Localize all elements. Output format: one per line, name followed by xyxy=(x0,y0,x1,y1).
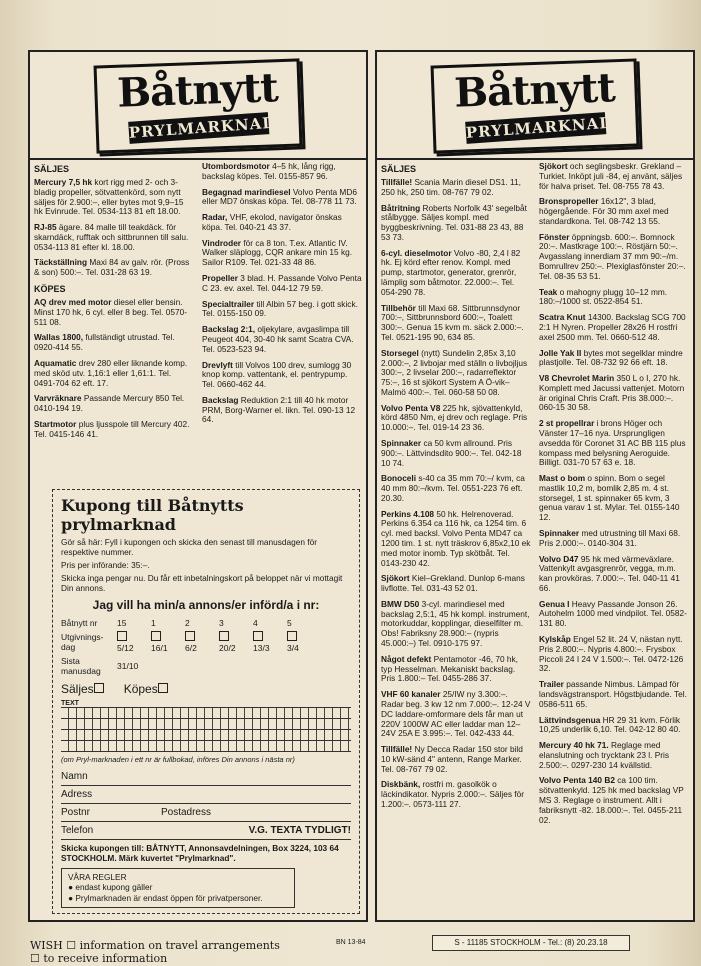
coupon-title: Kupong till Båtnytts prylmarknad xyxy=(61,496,244,534)
rule-item: ● endast kupong gäller xyxy=(68,882,153,893)
batnytt-logo xyxy=(431,58,640,153)
ad: Fönster öppningsb. 600:–. Bomnock 20:–. Mastkrage 100:–. Röstjärn 50:–. Avgasslang innerdiam 37 mm 90:–/m. Bomrullrev 250:–. Plexiglasfönster 20:–. Tel. 08-35 53 51. xyxy=(539,231,686,281)
deadline-label: Sista manusdag xyxy=(61,655,101,676)
issue-number: 4 xyxy=(253,617,258,628)
ad: Startmotor plus ljusspole till Mercury 402. Tel. 0415-146 41. xyxy=(34,418,190,439)
ad: Sjökort och seglingsbeskr. Grekland – Turkiet. Inköpt juli -84, ej använt, säljes för halva priset. Tel. 08-755 78 43. xyxy=(539,161,683,191)
ad: Sjökort Kiel–Grekland. Dunlop 6-mans livflotte. Tel. 031-43 52 01. xyxy=(381,573,525,594)
ad: Varvräknare Passande Mercury 850 Tel. 0410-194 19. xyxy=(34,393,185,414)
issue-number: 15 xyxy=(117,617,127,628)
issue-number: 1 xyxy=(151,617,156,628)
coupon-instructions: Gör så här: Fyll i kupongen och skicka den senast till manusdagen för respektive nummer. xyxy=(61,537,317,557)
buy-option[interactable]: Köpes xyxy=(124,682,168,696)
pubdate-label: Utgivnings-dag xyxy=(61,631,104,652)
logo-title: Båtnytt xyxy=(453,64,616,117)
right-ads xyxy=(381,162,689,831)
coupon-price: Pris per införande: 35:–. xyxy=(61,559,150,570)
issue-checkbox[interactable]: 13/3 xyxy=(253,631,287,653)
ad: Täckställning Maxi 84 av galv. rör. (Pross & son) 500:–. Tel. 031-28 63 19. xyxy=(34,257,190,278)
issue-checkbox[interactable]: 5/12 xyxy=(117,631,151,653)
right-ads-col1 xyxy=(381,162,531,831)
left-ads xyxy=(34,162,362,445)
ad: Begagnad marindiesel Volvo Penta MD6 eller MD7 önskas köpa. Tel. 08-778 11 73. xyxy=(202,186,357,207)
ad: V8 Chevrolet Marin 350 L o I, 270 hk. Komplett med Jacussi vattenjet. Motorn är original Chris Craft. Pris 38.000:–. 060-15 30 58. xyxy=(539,373,685,413)
ad: Backslag 2:1, oljekylare, avgaslimpa till Peugeot 404, 30-40 hk samt Scatra CVA. Tel. 0523-523 94. xyxy=(202,324,354,354)
ad: Volvo Penta 140 B2 ca 100 tim. sötvattenkyld. 125 hk med backslag VP MS 3. Reglage o instrument. Allt i fabriksnytt -82. 18.000:–. Tel. 0455-211 02. xyxy=(539,775,684,825)
ad: Teak o mahogny plugg 10–12 mm. 180:–/1000 st. 0522-854 51. xyxy=(539,286,668,307)
address-field[interactable]: Adress xyxy=(61,786,351,804)
coupon-question: Jag vill ha min/a annons/er införd/a i nr: xyxy=(92,597,320,612)
issue-checkbox[interactable]: 16/1 xyxy=(151,631,185,653)
rules-title: VÅRA REGLER xyxy=(68,871,127,882)
address-box: S - 11185 STOCKHOLM - Tel.: (8) 20.23.18 xyxy=(432,935,630,951)
section-heading: KÖPES xyxy=(34,284,66,295)
ad: Volvo Penta V8 225 hk, sjövattenkyld, körd 4850 Nm, ej drev och reglage. Pris 10.000:–. Tel. 019-14 23 36. xyxy=(381,402,528,433)
ad: Utombordsmotor 4–5 hk, lång rigg, backslag köpes. Tel. 0155-857 96. xyxy=(202,161,336,181)
ad: Båtritning Roberts Norfolk 43' segelbåt stålbygge. Säljes kompl. med byggbeskrivning. Tel. 031-88 23 43, 88 53 73. xyxy=(381,202,527,242)
ad: 2 st propellrar i brons Höger och Vänster 17–16 nya. Ursprungligen avsedda för Coronet 31 AC BB 115 plus kompass med belysning Aeroguide. Billigt. 031-70 57 63 e. 18. xyxy=(539,418,686,468)
ad: Specialtrailer till Albin 57 beg. i gott skick. Tel. 0155-150 09. xyxy=(202,298,358,319)
issue-label: Båtnytt nr xyxy=(61,617,98,628)
ad: Tillfälle! Scania Marin diesel DS1. 11, 250 hk, 250 tim. 08-767 79 02. xyxy=(381,177,521,197)
issue-checkbox[interactable]: 3/4 xyxy=(287,631,321,653)
ad: Spinnaker ca 50 kvm allround. Pris 900:–. Lättvindsdito 900:–. Tel. 042-18 10 74. xyxy=(381,437,522,468)
ad: AQ drev med motor diesel eller bensin. Minst 170 hk, 6 cyl. eller 8 beg. Tel. 0570-511 08. xyxy=(34,297,187,327)
ad: BMW D50 3-cyl. marindiesel med backslag 2,5:1, 45 hk kompl. instrument, motorkuddar, kopplingar, dieselfilter m. Obs! Fabriksny 28.900:– (nypris 45.000:–) Tel. 0910-175 97. xyxy=(381,598,530,649)
ad: Bonoceli s-40 ca 35 mm 70:–/ kvm, ca 40 mm 80:–/kvm. Tel. 0551-223 76 eft. 20.30. xyxy=(381,473,525,503)
sell-option[interactable]: Säljes xyxy=(61,682,104,696)
right-panel xyxy=(375,50,695,922)
ad: Tillfälle! Ny Decca Radar 150 stor bild 10 kW-sänd 4" antenn, Range Marker. Tel. 08-767 79 02. xyxy=(381,744,523,774)
ad: Volvo D47 95 hk med värmeväxlare. Vattenkylt avgasgrenrör, vegga, m.m. kan provköras. 7.000:–. Tel. 040-11 41 66. xyxy=(539,553,680,593)
issue-checkbox[interactable]: 6/2 xyxy=(185,631,219,653)
text-label: TEXT xyxy=(61,699,79,707)
ad: Mercury 7,5 hk kort rigg med 2- och 3-bladig propeller, sötvattenkörd, som nytt säljes för 2.900:–, eller bytes mot 9,9–15 hk Evinrude. Tel. 0534-113 81 eft 18.00. xyxy=(34,177,184,217)
left-ads-col1 xyxy=(34,162,194,445)
batnytt-logo xyxy=(94,58,303,153)
ad: Scatra Knut 14300. Backslag SCG 700 2:1 H Nyren. Propeller 28x26 H rostfri axel 2500 mm. Tel. 0660-512 48. xyxy=(539,312,686,342)
issue-number: 2 xyxy=(185,617,190,628)
footer-line: WISH ☐ information on travel arrangements xyxy=(30,939,280,952)
ad: Spinnaker med utrustning till Maxi 68. Pris 2.000:–. 0140-304 31. xyxy=(539,528,681,548)
right-ads-col2 xyxy=(539,162,689,831)
name-field[interactable]: Namn xyxy=(61,768,351,786)
logo-subtitle: PRYLMARKNAD xyxy=(465,113,614,142)
ad: Kylskåp Engel 52 lit. 24 V, nästan nytt. Pris 2.800:–. Nypris 4.800:–. Frysbox Piccoli 24 I 24 V 1.500:–. Tel. 0472-126 32. xyxy=(539,634,684,674)
ad-type-choice xyxy=(61,682,351,696)
logo-title: Båtnytt xyxy=(116,64,279,117)
deadline-value: 31/10 xyxy=(117,660,139,671)
issue-number: 5 xyxy=(287,617,292,628)
rule-item: ● Prylmarknaden är endast öppen för privatpersoner. xyxy=(68,893,263,904)
ad: Vindroder för ca 8 ton. T.ex. Atlantic IV. Walker släplogg, CQR ankare min 15 kg. Sailor R109. Tel. 021-33 48 86. xyxy=(202,237,353,268)
full-issue-note: (om Pryl-marknaden i ett nr är fullbokad, införes Din annons i nästa nr) xyxy=(61,754,295,764)
ad: RJ-85 ägare. 84 malle till teakdäck. för skarndäck, rufftak och sittbrunnen till salu. 0534-113 81 efter kl. 18.00. xyxy=(34,222,189,252)
issue-code: BN 13-84 xyxy=(336,939,366,946)
ad: 6-cyl. dieselmotor Volvo -80, 2,4 l 82 hk. Ej körd efter renov. Kompl. med pump, startmotor, generator, grenrör, lämplig som båtmotor. 22.000:–. Tel. 054-290 78. xyxy=(381,247,521,297)
issue-grid xyxy=(61,618,351,676)
ad: Bronspropeller 16x12", 3 blad, högergående. För 30 mm axel med standardkona. Tel. 08-742 13 55. xyxy=(539,196,669,226)
ad: Tillbehör till Maxi 68. Sittbrunnsdynor 700:–, Sittbrunnsbord 600:–, Toalett 300:–. Genua 15 kvm m. säck 2.000:–. Tel. 0521-195 90, 634 85. xyxy=(381,302,524,342)
rules-box xyxy=(61,868,295,908)
ad: Lättvindsgenua HR 29 31 kvm. Förlik 10,25 underlik 6,10. Tel. 042-12 80 40. xyxy=(539,714,681,735)
ad: Wallas 1800, fullständigt utrustad. Tel. 0920-414 55. xyxy=(34,332,175,353)
logo-subtitle: PRYLMARKNAD xyxy=(128,113,277,142)
issue-number: 3 xyxy=(219,617,224,628)
ad: Jolle Yak II bytes mot segelklar mindre plastjolle. Tel. 08-732 92 66 eft. 18. xyxy=(539,347,683,368)
ad: Aquamatic drev 280 eller liknande komp. med sköd utv. 1,16:1 eller 1,61:1. Tel. 0491-704 62 eft. 17. xyxy=(34,357,188,388)
ad: Mast o bom o spinn. Bom o segel mastlik 10,2 m, bomlik 2,85 m. 4 st. storsegel, 1 st. spinnaker 65 kvm, 3 genua varav 1 st. Mylar. Tel. 0155-140 12. xyxy=(539,473,680,523)
footer-line: ☐ to receive information xyxy=(30,952,168,965)
ad: Diskbänk, rostfri m. gasolkök o läckindikator. Nypris 2.000:–. Säljes för 1.200:–. 0573-111 27. xyxy=(381,779,524,809)
ad: VHF 60 kanaler 25/IW ny 3.300:–. Radar beg. 3 kw 12 nm 7.000:–. 12-24 V DC laddare-omformare dels får man ut 220V 1000W AC eller laddar man 12–24V 25A E 3.995:–. Tel. 042-433 44. xyxy=(381,689,531,739)
ad: Radar, VHF, ekolod, navigator önskas köpa. Tel. 040-21 43 37. xyxy=(202,212,342,232)
phone-field[interactable]: Telefon V.G. TEXTA TYDLIGT! xyxy=(61,822,351,840)
masthead-left xyxy=(30,52,366,160)
masthead-right xyxy=(377,52,693,160)
footer-text xyxy=(30,939,280,965)
left-panel xyxy=(28,50,368,922)
ad: Propeller 3 blad. H. Passande Volvo Penta C 23. ev. axel. Tel. 044-12 79 59. xyxy=(202,273,362,293)
section-heading: SÄLJES xyxy=(34,164,70,174)
text-entry-lines[interactable] xyxy=(61,707,351,752)
postal-field[interactable]: Postnr Postadress xyxy=(61,804,351,822)
section-heading: SÄLJES xyxy=(381,164,417,174)
ad: Storsegel (nytt) Sundelin 2,85x 3,10 2.000:–, 2 livbojar med ställn o livbojljus 300:–, 2 livselar 200:–, radarreflektor 75:–, 16 st sjökort System A Ö-vik–Malmö 400:–. Tel. 060-58 50 08. xyxy=(381,347,528,397)
ad: Backslag Reduktion 2:1 till 40 hk motor PRM, Borg-Warner el. likn. Tel. 090-13 12 64. xyxy=(202,394,356,425)
coupon-form xyxy=(52,489,360,914)
send-instructions: Skicka kupongen till: BÅTNYTT, Annonsavdelningen, Box 3224, 103 64 STOCKHOLM. Märk kuvertet "Prylmarknad". xyxy=(61,842,339,863)
issue-checkbox[interactable]: 20/2 xyxy=(219,631,253,653)
ad: Perkins 4.108 50 hk. Helrenoverad. Perkins 6.354 ca 116 hk, ca 1254 tim. 6 cyl. med backsl. Volvo Penta MD47 ca 1200 tim. 1 st. nytt träskrov 6,85x2,10 ek med motor inomb. Typ skötbåt. Tel. 0143-230 42. xyxy=(381,508,531,568)
ad: Trailer passande Nimbus. Lämpad för landsvägstransport. Högstbjudande. Tel. 0586-511 65. xyxy=(539,679,687,709)
left-ads-col2 xyxy=(202,162,362,445)
ad: Mercury 40 hk 71. Reglage med elanslutning och trycktank 23 l. Pris 2.500:–. 0297-230 14 kvällstid. xyxy=(539,740,670,770)
coupon-payment-note: Skicka inga pengar nu. Du får ett inbetalningskort på beloppet när vi mottagit Din annons. xyxy=(61,572,343,593)
ad: Genua I Heavy Passande Jonson 26. Autohelm 1000 med vindpilot. Tel. 0582-131 80. xyxy=(539,598,687,629)
ad: Drevlyft till Volvos 100 drev, sumlogg 30 knop komp. vattentank, el. pentrypump. Tel. 0660-462 44. xyxy=(202,359,352,390)
ad: Något defekt Pentamotor -46, 70 hk, typ Hesselman. Mekaniskt backslag. Pris 1.800:– Tel. 0455-286 37. xyxy=(381,653,518,684)
